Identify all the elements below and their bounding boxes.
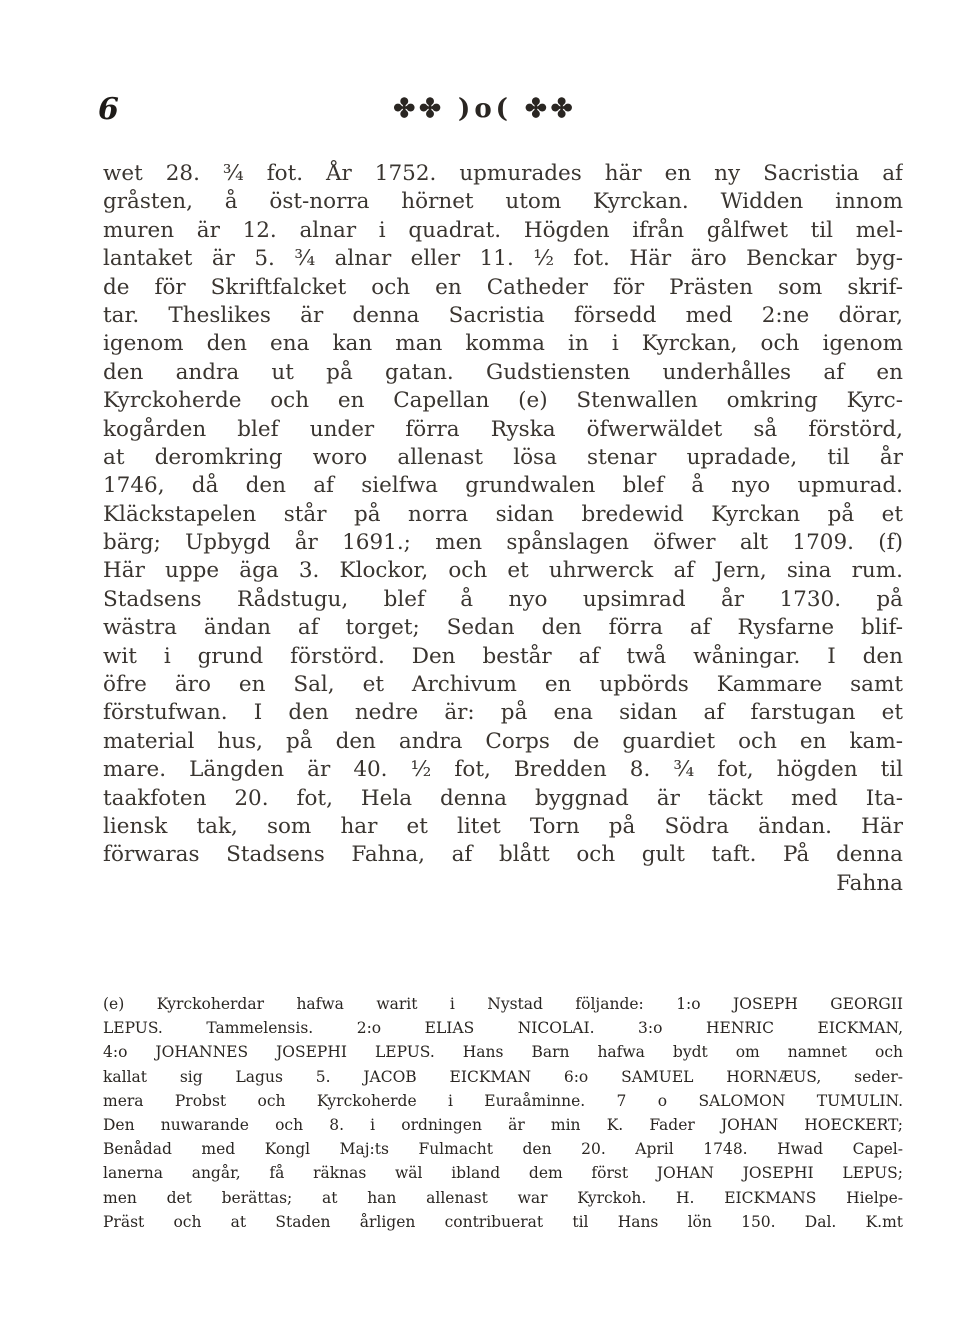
footnote-line: men det berättas; at han allenast war Kyrckoh. H. EICKMANS Hielpe- (103, 1188, 903, 1207)
text-line: wit i grund förstörd. Den består af twå wåningar. I den (103, 643, 903, 669)
text-line: tar. Theslikes är denna Sacristia försedd med 2:ne dörar, (103, 302, 903, 328)
footnote-line: Benådad med Kongl Maj:ts Fulmacht den 20. April 1748. Hwad Capel- (103, 1140, 903, 1159)
page-header (0, 92, 960, 132)
text-line: 1746, då den af sielfwa grundwalen blef å nyo upmurad. (103, 473, 903, 499)
text-line: den andra ut på gatan. Gudstiensten underhålles af en (103, 359, 903, 385)
text-line: Stadsens Rådstugu, blef å nyo upsimrad år 1730. på (103, 586, 903, 612)
text-line: mare. Längden är 40. ½ fot, Bredden 8. ¾ fot, högden til (103, 757, 903, 783)
text-line: at deromkring woro allenast lösa stenar upradade, til år (103, 444, 903, 470)
footnote-line: 4:o JOHANNES JOSEPHI LEPUS. Hans Barn hafwa bydt om namnet och (103, 1043, 903, 1062)
footnote-line: Präst och at Staden årligen contribuerat til Hans lön 150. Dal. K.mt (103, 1212, 903, 1231)
footnote-line: Den nuwarande och 8. i ordningen är min K. Fader JOHAN HOECKERT; (103, 1115, 903, 1134)
text-line: Här uppe äga 3. Klockor, och et uhrwerck af Jern, sina rum. (103, 558, 903, 584)
text-line: kogården blef under förra Ryska öfwerwäldet så förstörd, (103, 416, 903, 442)
text-line: bärg; Upbygd år 1691.; men spånslagen öfwer alt 1709. (f) (103, 530, 903, 556)
catchword: Fahna (836, 870, 903, 896)
footnote-line: lanerna angår, få räknas wäl ibland dem först JOHAN JOSEPHI LEPUS; (103, 1164, 903, 1183)
page-number: 6 (98, 92, 119, 127)
text-line: liensk tak, som har et litet Torn på Södra ändan. Här (103, 813, 903, 839)
header-ornament: ✤✤ )o( ✤✤ (393, 94, 577, 124)
text-line: muren är 12. alnar i quadrat. Högden ifrån gålfwet til mel- (103, 217, 903, 243)
text-line: förstufwan. I den nedre är: på ena sidan af farstugan et (103, 700, 903, 726)
footnote-line: kallat sig Lagus 5. JACOB EICKMAN 6:o SAMUEL HORNÆUS, seder- (103, 1067, 903, 1086)
text-line: wästra ändan af torget; Sedan den förra af Rysfarne blif- (103, 615, 903, 641)
text-line: öfre äro en Sal, et Archivum en upbörds Kammare samt (103, 672, 903, 698)
text-line: taakfoten 20. fot, Hela denna byggnad är täckt med Ita- (103, 785, 903, 811)
main-text (103, 160, 903, 898)
text-line: lantaket är 5. ¾ alnar eller 11. ½ fot. Här äro Benckar byg- (103, 246, 903, 272)
text-line: gråsten, å öst-norra hörnet utom Kyrckan. Widden innom (103, 189, 903, 215)
footnote-line: mera Probst och Kyrckoherde i Euraåminne. 7 o SALOMON TUMULIN. (103, 1091, 903, 1110)
text-line: de för Skriftfalcket och en Catheder för Prästen som skrif- (103, 274, 903, 300)
text-line: Kläckstapelen står på norra sidan bredewid Kyrckan på et (103, 501, 903, 527)
text-line: Kyrckoherde och en Capellan (e) Stenwallen omkring Kyrc- (103, 388, 903, 414)
text-line: igenom den ena kan man komma in i Kyrckan, och igenom (103, 331, 903, 357)
text-line: wet 28. ¾ fot. År 1752. upmurades här en ny Sacristia af (103, 161, 903, 186)
footnote-block (103, 992, 903, 1234)
text-line: material hus, på den andra Corps de guardiet och en kam- (103, 728, 903, 754)
footnote-line: (e) Kyrckoherdar hafwa warit i Nystad följande: 1:o JOSEPH GEORGII (103, 995, 903, 1013)
footnote-line: LEPUS. Tammelensis. 2:o ELIAS NICOLAI. 3:o HENRIC EICKMAN, (103, 1019, 903, 1038)
text-line: förwaras Stadsens Fahna, af blått och gult taft. På denna (103, 842, 903, 868)
